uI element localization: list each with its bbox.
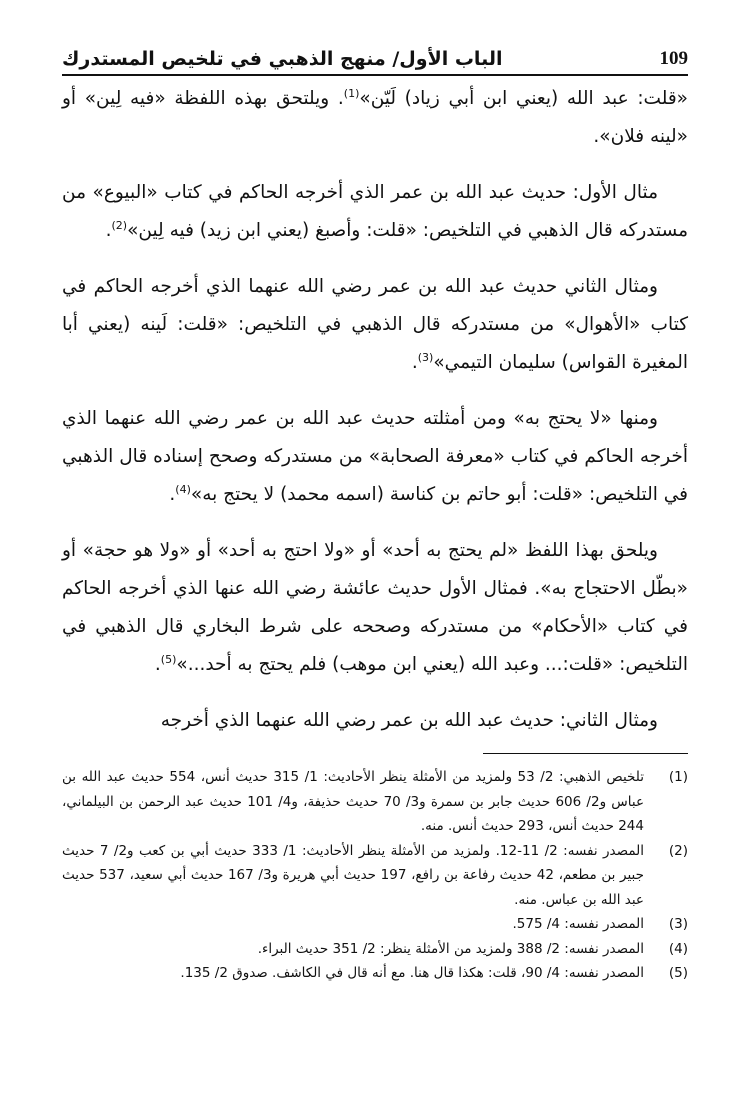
footnote [62, 912, 688, 937]
footnote [62, 961, 688, 986]
paragraph-text: «قلت: عبد الله (يعني ابن أبي زياد) لَيّن» [359, 88, 689, 109]
footnote-number: (5) [668, 965, 688, 981]
footnote-text: تلخيص الذهبي: 2/ 53 ولمزيد من الأمثلة ينظر الأحاديث: 1/ 315 حديث أنس، 554 حديث عبد الله بن عباس و2/ 606 حديث جابر بن سمرة و3/ 70 حديث حذيفة، و4/ 101 حديث عبد الرحمن بن البيلماني، 244 حديث أنس، 293 حديث أنس. منه. [62, 769, 645, 834]
footnotes [62, 765, 688, 986]
footnote-ref: (5) [160, 652, 177, 666]
footnote-text: المصدر نفسه: 4/ 575. [512, 916, 644, 932]
paragraph [62, 268, 688, 382]
footnote-separator [483, 753, 688, 754]
chapter-title: الباب الأول/ منهج الذهبي في تلخيص المستدرك [62, 48, 503, 70]
paragraph-text: ومثال الثاني حديث عبد الله بن عمر رضي الله عنهما الذي أخرجه الحاكم في كتاب «الأهوال» من مستدركه قال الذهبي في التلخيص: «قلت: لَينه (يعني أبا المغيرة القواس) سليمان التيمي» [62, 276, 688, 373]
footnote [62, 839, 688, 913]
footnote [62, 765, 688, 839]
paragraph-text: . ويلتحق بهذه اللفظة «فيه لِين» أو «لينه فلان». [62, 88, 688, 147]
footnote-text: المصدر نفسه: 2/ 11-12. ولمزيد من الأمثلة ينظر الأحاديث: 1/ 333 حديث أبي بن كعب و2/ 7 حديث جبير بن مطعم، 42 حديث رفاعة بن رافع، 197 حديث أبي هريرة و3/ 167 حديث أبي سعيد، 537 حديث عبد الله بن عباس. منه. [62, 842, 645, 908]
paragraph-text: . [105, 220, 112, 241]
paragraph-text: ومنها «لا يحتج به» ومن أمثلته حديث عبد الله بن عمر رضي الله عنهما الذي أخرجه الحاكم في كتاب «معرفة الصحابة» من مستدركه وصحح إسناده قال الذهبي في التلخيص: «قلت: أبو حاتم بن كناسة (اسمه محمد) لا يحتج به» [62, 408, 688, 505]
paragraph [62, 174, 688, 250]
paragraph [62, 80, 688, 156]
paragraph-text: . [169, 484, 176, 505]
footnote-ref: (1) [343, 86, 360, 100]
footnote-number: (1) [668, 769, 688, 785]
paragraph-text: ومثال الثاني: حديث عبد الله بن عمر رضي الله عنهما الذي أخرجه [160, 710, 658, 731]
footnote-number: (2) [668, 842, 688, 859]
footnote [62, 937, 688, 962]
paragraph [62, 532, 688, 684]
paragraph [62, 400, 688, 514]
footnote-ref: (4) [175, 482, 191, 496]
paragraph-text: ويلحق بهذا اللفظ «لم يحتج به أحد» أو «ولا احتج به أحد» أو «ولا هو حجة» أو «بطّل الاحتجاج به». فمثال الأول حديث عائشة رضي الله عنها الذي أخرجه الحاكم في كتاب «الأحكام» من مستدركه وصححه على شرط البخاري قال الذهبي في التلخيص: «قلت:... وعبد الله (يعني ابن موهب) فلم يحتج به أحد...» [62, 540, 688, 675]
page-number: 109 [659, 48, 688, 69]
footnote-number: (3) [668, 916, 688, 932]
paragraph [62, 702, 688, 740]
footnote-text: المصدر نفسه: 2/ 388 ولمزيد من الأمثلة ينظر: 2/ 351 حديث البراء. [257, 940, 644, 957]
paragraph-text: . [411, 352, 418, 373]
running-header [62, 36, 688, 76]
footnote-ref: (3) [417, 350, 434, 364]
footnote-number: (4) [668, 940, 688, 957]
paragraph-text: مثال الأول: حديث عبد الله بن عمر الذي أخرجه الحاكم في كتاب «البيوع» من مستدركه قال الذهبي في التلخيص: «قلت: وأصبغ (يعني ابن زيد) فيه لِين» [62, 182, 688, 241]
footnote-ref: (2) [111, 218, 128, 232]
footnote-text: المصدر نفسه: 4/ 90، قلت: هكذا قال هنا. مع أنه قال في الكاشف. صدوق 2/ 135. [180, 965, 644, 981]
paragraph-text: . [154, 654, 161, 675]
main-text [62, 80, 688, 758]
